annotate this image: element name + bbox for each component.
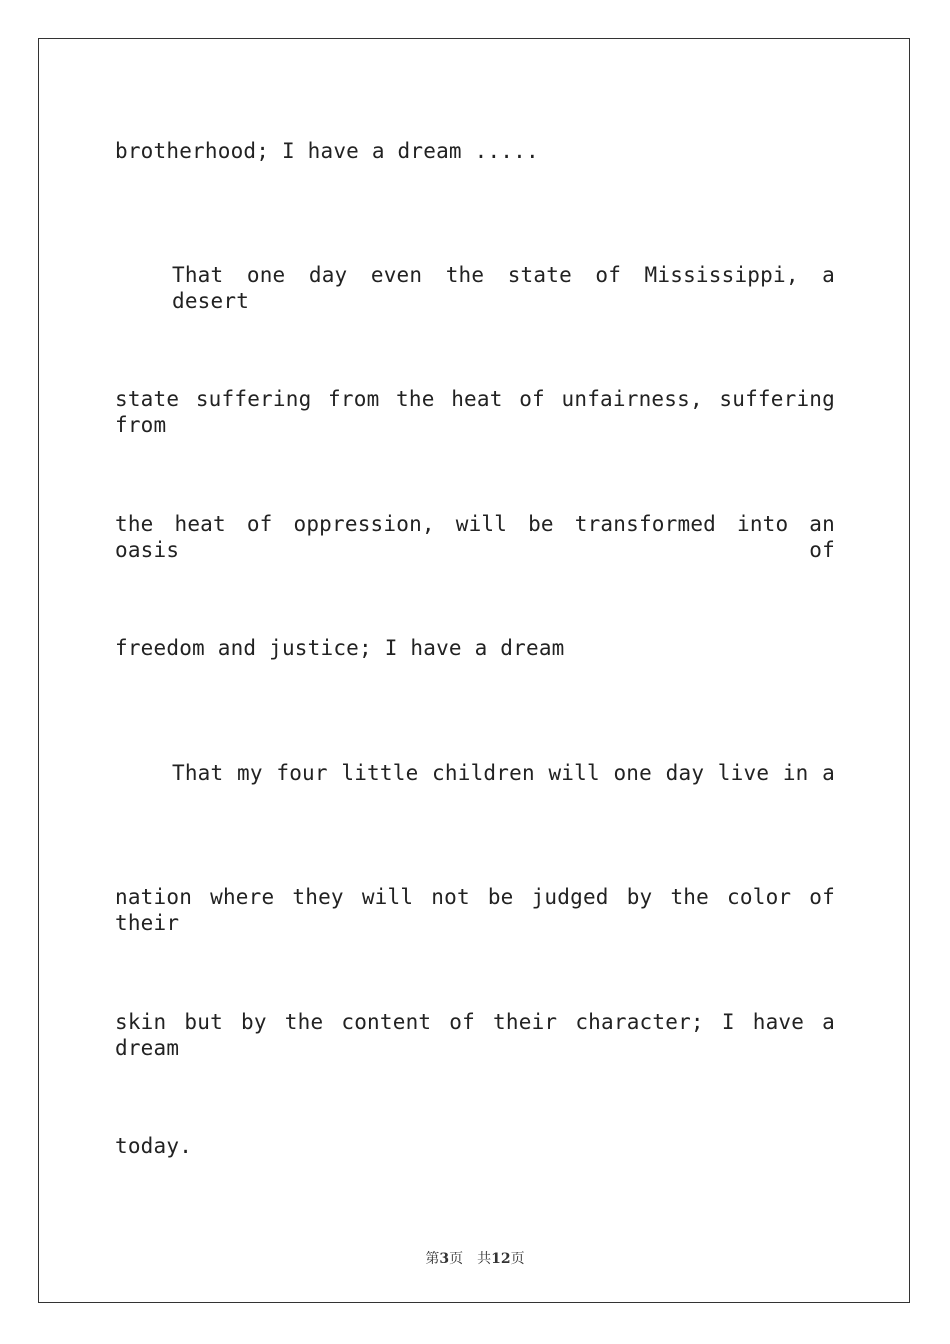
text-line-7: nation where they will not be judged by the color of their xyxy=(115,885,835,935)
text-line-9: today. xyxy=(115,1134,193,1158)
footer-total-prefix: 共 xyxy=(477,1251,492,1267)
footer-page-current: 3 xyxy=(439,1251,450,1267)
footer-page-total: 12 xyxy=(491,1251,511,1267)
text-line-1: brotherhood; I have a dream ..... xyxy=(115,139,539,163)
text-line-3: state suffering from the heat of unfairness, suffering from xyxy=(115,387,835,437)
text-line-5: freedom and justice; I have a dream xyxy=(115,636,565,660)
footer-total-suffix: 页 xyxy=(510,1251,525,1267)
text-line-2: That one day even the state of Mississippi, a desert xyxy=(172,263,835,313)
page-footer xyxy=(0,1248,950,1268)
text-line-8: skin but by the content of their character; I have a dream xyxy=(115,1010,835,1060)
text-line-4: the heat of oppression, will be transformed into an oasis of xyxy=(115,512,835,562)
footer-page-suffix: 页 xyxy=(449,1251,464,1267)
footer-page-prefix: 第 xyxy=(425,1251,440,1267)
page-frame xyxy=(38,38,910,1303)
text-line-6: That my four little children will one day live in a xyxy=(172,761,835,785)
